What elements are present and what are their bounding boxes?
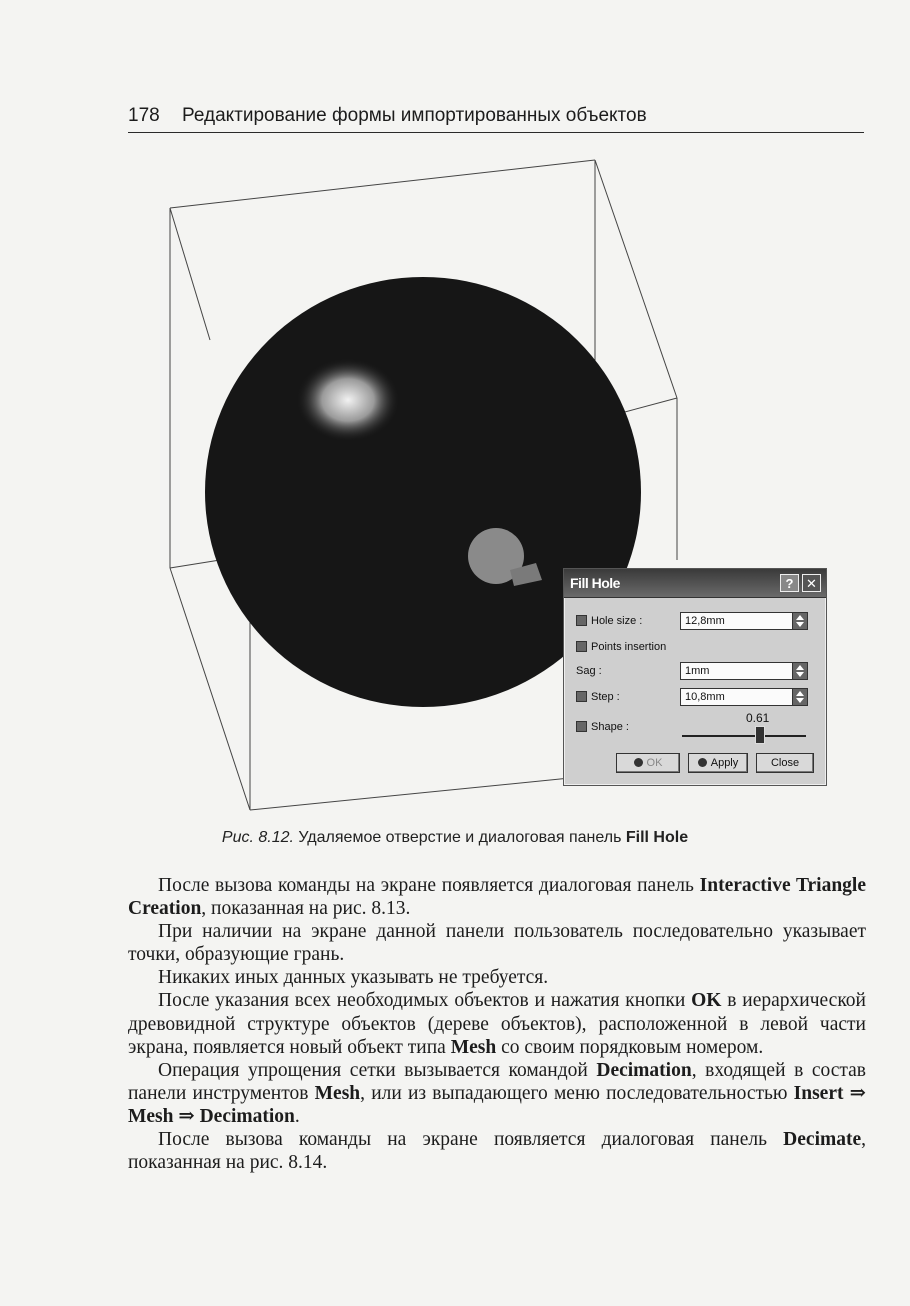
text-run: , показанная на рис. 8.14. — [128, 1129, 866, 1174]
shape-label: Shape : — [591, 721, 629, 733]
dialog-title: Fill Hole — [570, 575, 620, 591]
paragraph — [128, 874, 866, 920]
shape-row — [576, 717, 629, 737]
shape-checkbox[interactable] — [576, 721, 587, 732]
term: Mesh — [314, 1082, 361, 1104]
paragraph — [128, 1059, 866, 1128]
running-header — [128, 102, 864, 133]
dialog-titlebar[interactable] — [564, 569, 826, 598]
apply-icon — [698, 758, 707, 767]
points-insertion-row — [576, 637, 666, 657]
step-spinner[interactable] — [792, 688, 808, 706]
close-icon[interactable]: ✕ — [802, 574, 821, 592]
hole-size-spinner[interactable] — [792, 612, 808, 630]
text-run: , показанная на рис. 8.13. — [201, 898, 411, 920]
body-text — [128, 874, 866, 1174]
shape-slider-value: 0.61 — [746, 711, 770, 725]
text-run: После указания всех необходимых объектов и нажатия кнопки — [158, 990, 692, 1012]
ok-button[interactable] — [616, 753, 680, 773]
points-insertion-label: Points insertion — [591, 641, 667, 653]
close-button[interactable]: Close — [756, 753, 814, 773]
specular-highlight — [296, 358, 400, 442]
hole-size-row — [576, 611, 642, 631]
term: Decimation — [596, 1059, 692, 1081]
sag-label: Sag : — [576, 665, 602, 677]
caption-ref: Рис. 8.12. — [221, 829, 294, 846]
term: Interactive Triangle Creation — [128, 875, 866, 920]
apply-button[interactable] — [688, 753, 748, 773]
step-input[interactable]: 10,8mm — [680, 688, 808, 706]
ok-icon — [634, 758, 643, 767]
text-run: Операция упрощения сетки вызывается командой — [158, 1059, 597, 1081]
text-run: , или из выпадающего меню последовательностью — [360, 1082, 794, 1104]
hole-size-label: Hole size : — [591, 615, 643, 627]
step-checkbox[interactable] — [576, 691, 587, 702]
step-row — [576, 687, 620, 707]
caption-text: Удаляемое отверстие и диалоговая панель — [298, 829, 622, 846]
sag-spinner[interactable] — [792, 662, 808, 680]
caption-name: Fill Hole — [625, 829, 689, 846]
text-run: . — [294, 1105, 300, 1127]
ok-label: OK — [646, 757, 663, 769]
figure-caption — [0, 829, 910, 847]
paragraph — [128, 989, 866, 1058]
term: OK — [691, 990, 722, 1012]
term: Decimate — [783, 1129, 862, 1151]
paragraph: Никаких иных данных указывать не требуется. — [158, 967, 549, 989]
help-button[interactable]: ? — [780, 574, 799, 592]
sag-row — [576, 661, 602, 681]
text-run: , входящей в состав панели инструментов — [128, 1059, 866, 1104]
shape-slider-thumb[interactable] — [755, 726, 765, 744]
step-label: Step : — [591, 691, 620, 703]
text-run: в иерархической древовидной структуре объектов (дереве объектов), расположенной в левой части экрана, появляется новый объект типа — [128, 990, 866, 1058]
running-title: Редактирование формы импортированных объектов — [182, 105, 647, 126]
shape-slider-track[interactable] — [682, 735, 806, 737]
hole-size-checkbox[interactable] — [576, 615, 587, 626]
apply-label: Apply — [710, 757, 739, 769]
page-number: 178 — [128, 105, 160, 126]
text-run: После вызова команды на экране появляется диалоговая панель — [158, 1129, 784, 1151]
paragraph — [128, 1128, 866, 1174]
points-insertion-checkbox[interactable] — [576, 641, 587, 652]
text-run: со своим порядковым номером. — [496, 1036, 764, 1058]
sag-input[interactable]: 1mm — [680, 662, 808, 680]
fill-hole-dialog — [563, 568, 827, 786]
hole-size-input[interactable]: 12,8mm — [680, 612, 808, 630]
term: Mesh — [450, 1036, 497, 1058]
paragraph: При наличии на экране данной панели пользователь последовательно указывает точки, образующие грань. — [128, 921, 866, 966]
text-run: После вызова команды на экране появляется диалоговая панель — [158, 875, 700, 896]
term: Insert ⇒ Mesh ⇒ Decimation — [128, 1082, 866, 1127]
